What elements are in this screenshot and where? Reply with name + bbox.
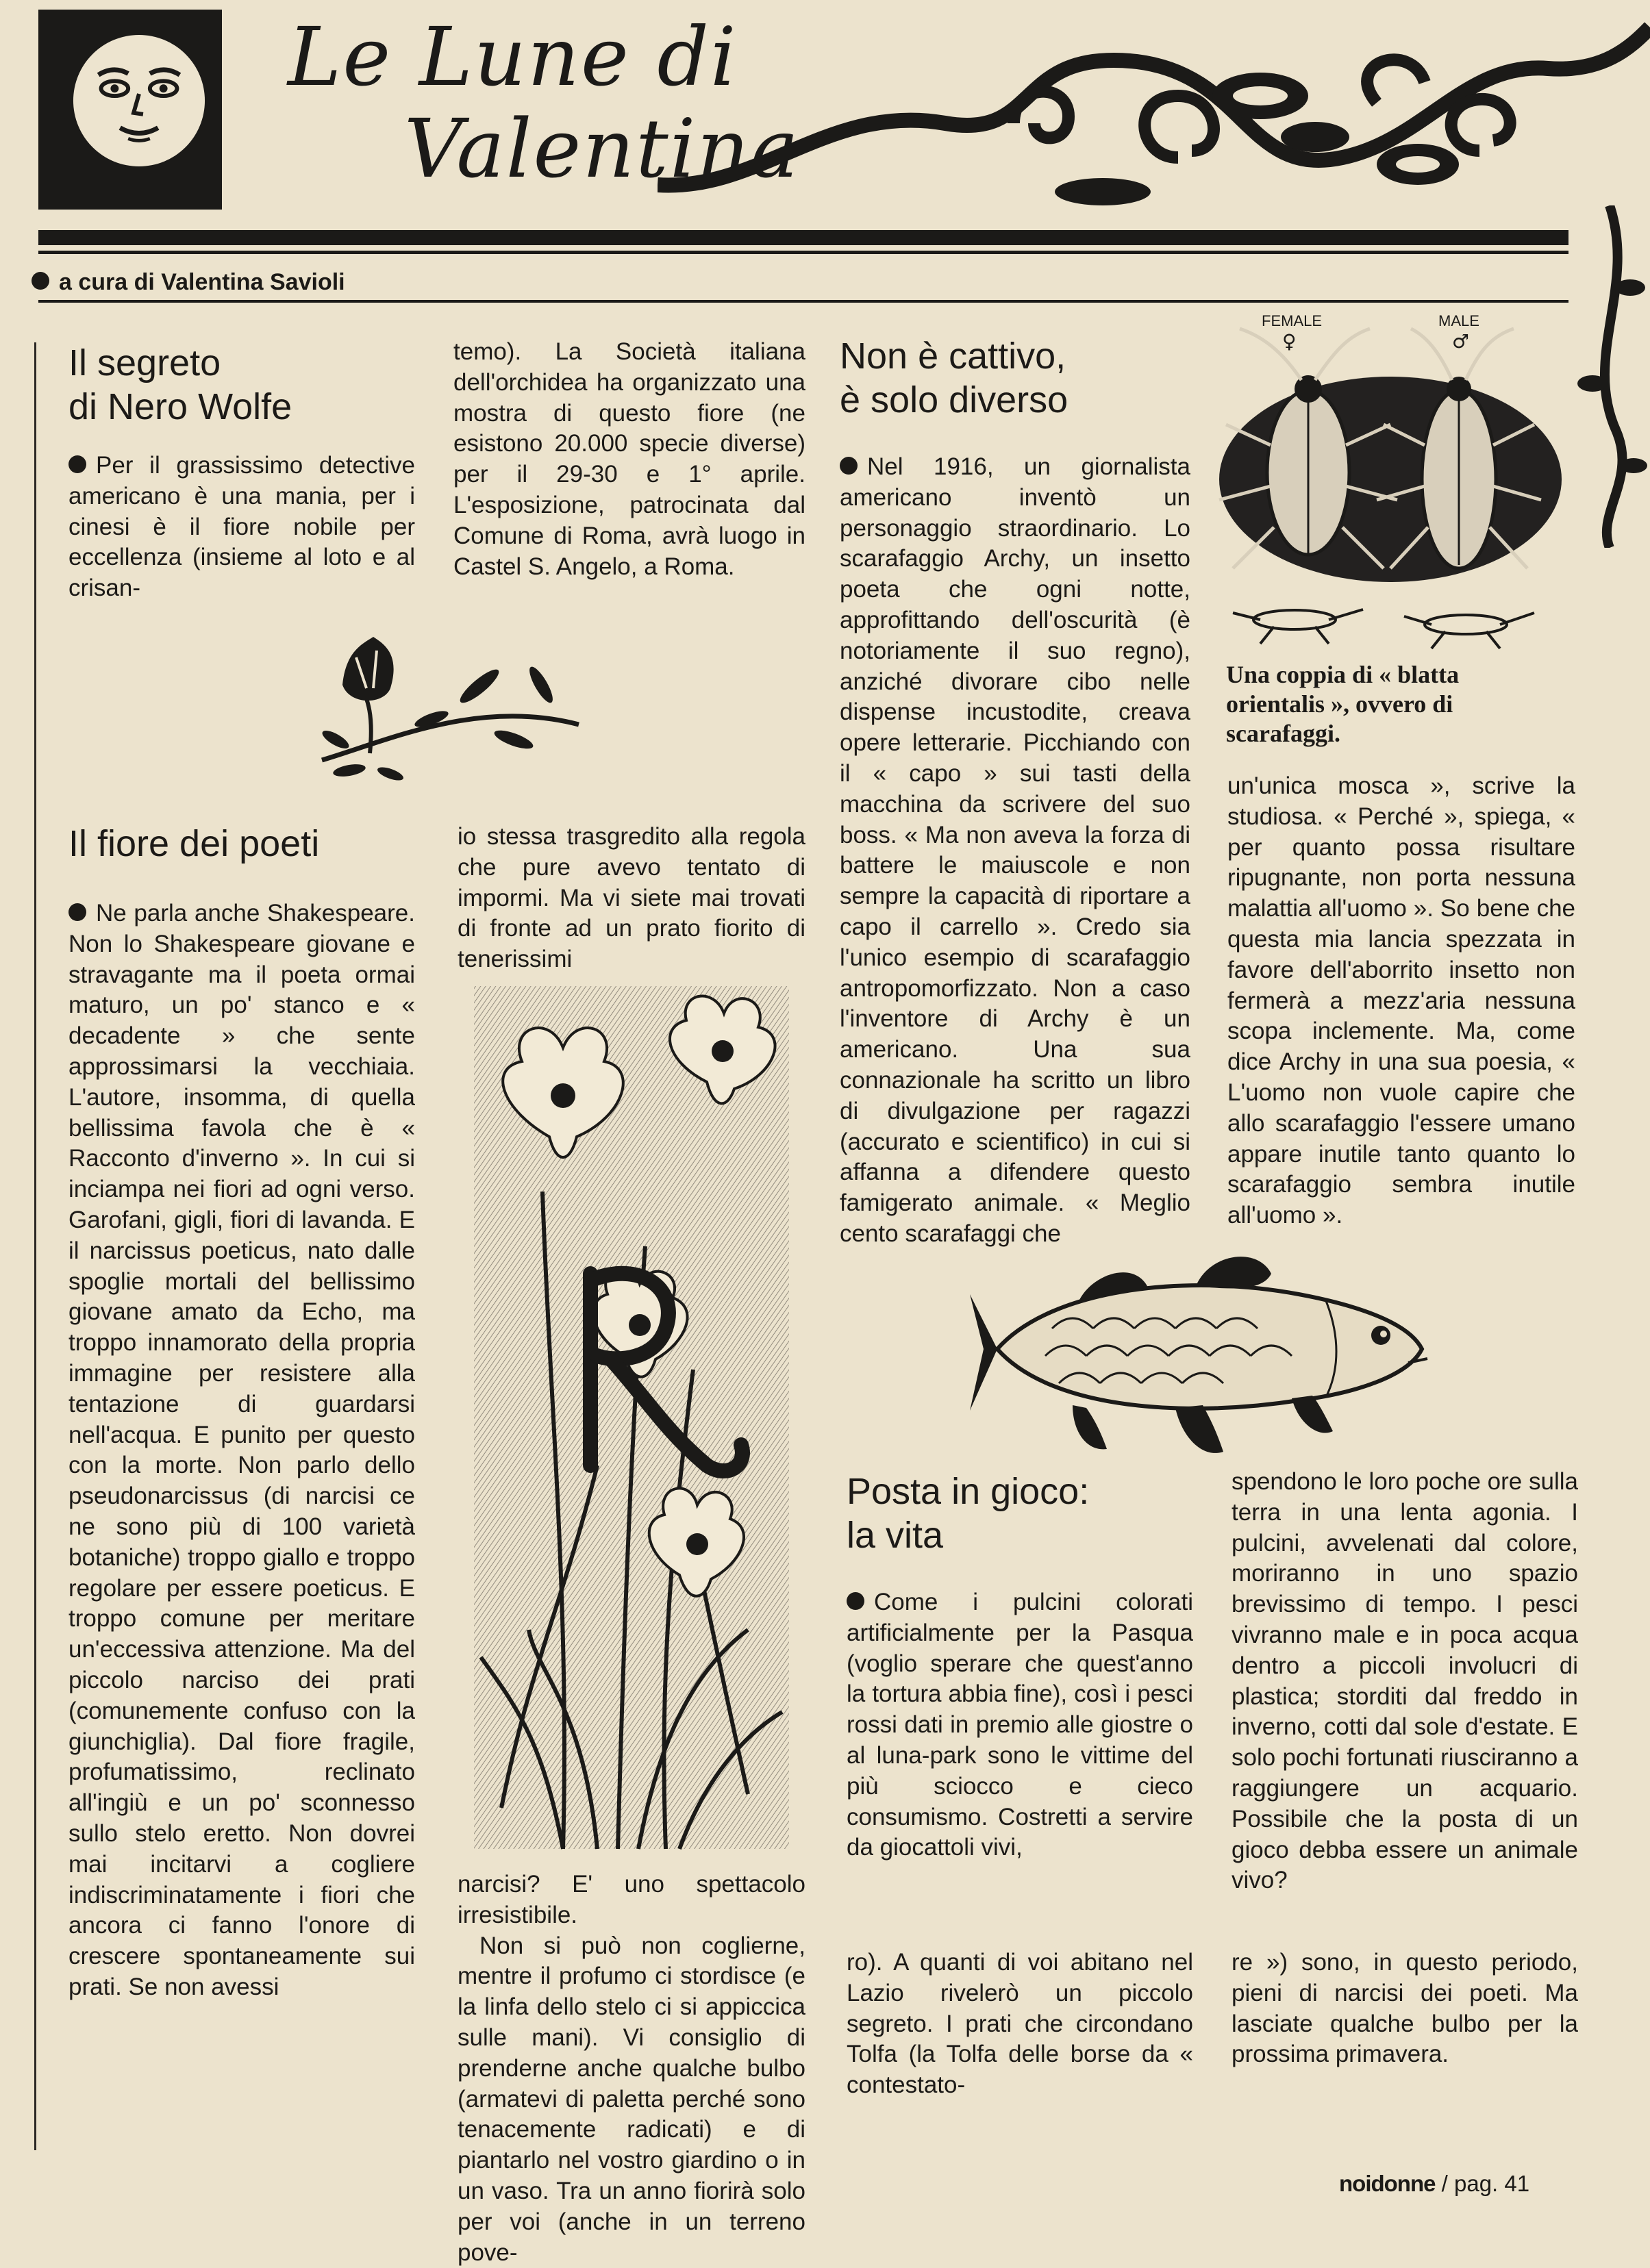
bullet-icon bbox=[847, 1592, 864, 1610]
footer-separator: / bbox=[1441, 2171, 1448, 2196]
article4-column3 bbox=[847, 1587, 1193, 1863]
article2-column2-top bbox=[458, 822, 805, 975]
bullet-icon bbox=[840, 457, 858, 475]
page-footer bbox=[1339, 2171, 1529, 2197]
masthead-title-line1: Le Lune di bbox=[288, 10, 738, 104]
article2-col2-p1: narcisi? E' uno spettacolo irresistibile. bbox=[458, 1871, 805, 1928]
masthead-title-line2: Valentina bbox=[404, 101, 800, 196]
article1-headline bbox=[68, 341, 292, 429]
tulip-sprig-illustration bbox=[308, 637, 582, 781]
article3-headline bbox=[840, 334, 1068, 422]
cockroach-pair-illustration bbox=[1205, 308, 1562, 657]
female-symbol-icon: ♀ bbox=[1282, 330, 1297, 353]
moon-face-icon bbox=[71, 33, 207, 168]
credit-rule bbox=[38, 300, 1568, 303]
article4-headline-line1: Posta in gioco: bbox=[847, 1471, 1090, 1512]
vine-border-icon bbox=[1568, 205, 1650, 548]
article1-column2 bbox=[453, 337, 805, 582]
author-credit bbox=[32, 269, 345, 296]
article2-col2-top-text: io stessa trasgredito alla regola che pure avevo tentato di impormi. Ma vi siete mai trovati di fronte ad un prato fiorito di tenerissimi bbox=[458, 823, 805, 973]
article3-col3-text: Nel 1916, un giornalista americano inventò un personaggio straordinario. Lo scarafaggio Archy, un insetto poeta che ogni notte, approfittando dell'oscurità (è notoriamente il suo regno), anziché divorare cibo nelle dispense incustodite, creava opere letterarie. Picchiando con il « capo » sui tasti della macchina da scrivere del suo boss. « Ma non aveva la forza di battere le maiuscole e non sempre la capacità di riportare a capo il carrello ». Credo sia l'unico esempio di scarafaggio antropomorfizzato. Non a caso l'inventore di Archy è un americano. Una sua connazionale ha scritto un libro di divulgazione per ragazzi (accurato e scientifico) in cui si affanna a difendere questo famigerato animale. « Meglio cento scarafaggi che bbox=[840, 453, 1190, 1247]
article3-headline-line1: Non è cattivo, bbox=[840, 336, 1066, 377]
bullet-icon bbox=[68, 903, 86, 921]
article2-col4-text: re ») sono, in questo periodo, pieni di narcisi dei poeti. Ma lasciate qualche bulbo per la prossima primavera. bbox=[1232, 1949, 1578, 2068]
article1-col1-text: Per il grassissimo detective americano è una mania, per i cinesi è il fiore nobile per eccellenza (insieme al loto e al crisan- bbox=[68, 452, 415, 602]
article1-column1 bbox=[68, 451, 415, 604]
page-number: pag. 41 bbox=[1453, 2171, 1530, 2196]
narcissus-engraving-illustration bbox=[460, 986, 803, 1863]
article2-col3-text: ro). A quanti di voi abitano nel Lazio rivelerò un piccolo segreto. I prati che circondano Tolfa (la Tolfa delle borse da « contestato- bbox=[847, 1949, 1193, 2099]
header-rule-thin bbox=[38, 251, 1568, 254]
article4-headline-line2: la vita bbox=[847, 1515, 944, 1556]
article4-headline bbox=[847, 1470, 1089, 1557]
article2-column4-bottom bbox=[1232, 1948, 1578, 2070]
article1-headline-line1: Il segreto bbox=[68, 342, 221, 383]
article2-col1-text: Ne parla anche Shakespeare. Non lo Shakespeare giovane e stravagante ma il poeta ormai maturo, un po' stanco e « decadente » che sente approssimarsi la vecchiaia. L'autore, insomma, di quella bellissima favola che è « Racconto d'inverno ». In cui si inciampa nei fiori ad ogni verso. Garofani, gigli, fiori di lavanda. E il narcissus poeticus, nato dalle spoglie mortali del bellissimo giovane amato da Echo, ma troppo innamorato della propria immagine per resistere alla tentazione di guardarsi nell'acqua. E punito per questo con la morte. Non parlo dello pseudonarcissus (di narcisi ce ne sono più di 100 varietà botaniche) troppo giallo e troppo regolare per essere poeticus. E troppo comune per meritare un'eccessiva attenzione. Ma del piccolo narciso dei prati (comunemente confuso con la giunchiglia). Dal fiore fragile, profumatissimo, reclinato all'ingiù e un po' sconnesso sullo stelo eretto. Non dovrei mai incitarvi a cogliere indiscriminatamente i fiori che ancora ci fanno l'onore di crescere spontaneamente sui prati. Se non avessi bbox=[68, 900, 415, 2000]
male-symbol-icon: ♂ bbox=[1452, 330, 1470, 353]
article3-column3 bbox=[840, 452, 1190, 1250]
article2-column3-bottom bbox=[847, 1948, 1193, 2101]
article4-col4-text: spendono le loro poche ore sulla terra in una lenta agonia. I pulcini, avvelenati dal colore, moriranno in uno spazio brevissimo di tempo. I pesci vivranno male e in poca acqua dentro a piccoli involucri di plastica; storditi dal freddo in inverno, cotti dal sole d'estate. E solo pochi fortunati riusciranno a raggiungere un acquario. Possibile che la posta di un gioco debba essere un animale vivo? bbox=[1232, 1468, 1578, 1894]
magazine-name: noidonne bbox=[1339, 2171, 1436, 2196]
author-credit-text: a cura di Valentina Savioli bbox=[59, 269, 345, 295]
header-rule-thick bbox=[38, 230, 1568, 245]
bullet-icon bbox=[32, 272, 49, 290]
article3-column4 bbox=[1227, 771, 1575, 1231]
article2-headline: Il fiore dei poeti bbox=[68, 823, 320, 864]
article4-col3-text: Come i pulcini colorati artificialmente per la Pasqua (voglio sperare che quest'anno la tortura abbia fine), così i pesci rossi dati in premio alle giostre o al luna-park sono le vittime del più sciocco e cieco consumismo. Costretti a servire da giocattoli vivi, bbox=[847, 1589, 1193, 1861]
bullet-icon bbox=[68, 455, 86, 473]
article1-headline-line2: di Nero Wolfe bbox=[68, 386, 292, 427]
article4-column4 bbox=[1232, 1467, 1578, 1896]
article3-col4-text: un'unica mosca », scrive la studiosa. « Perché », spiega, « per quanto possa risultare ripugnante, non porta nessuna malattia all'uomo ». So bene che questa mia lancia spezzata in favore dell'aborrito insetto non fermerà a mezz'aria nessuna scopa inclemente. Ma, come dice Archy in una sua poesia, « L'uomo non vuole capire che allo scarafaggio l'essere umano appare inutile tanto quanto lo scarafaggio sembra inutile all'uomo ». bbox=[1227, 772, 1575, 1229]
article1-col2-text: temo). La Società italiana dell'orchidea ha organizzato una mostra di questo fiore (ne esistono 20.000 specie diverse) per il 29-30 e 1° aprile. L'esposizione, patrocinata dal Comune di Roma, avrà luogo in Castel S. Angelo, a Roma. bbox=[453, 338, 805, 580]
goldfish-illustration bbox=[970, 1246, 1430, 1465]
swirl-ornament-icon bbox=[658, 21, 1650, 226]
article3-headline-line2: è solo diverso bbox=[840, 379, 1068, 420]
left-margin-rule bbox=[34, 342, 36, 2150]
article2-col2-p2: Non si può non coglierne, mentre il profumo ci stordisce (e la linfa dello stelo ci si appiccica sulle mani). Vi consiglio di prenderne anche qualche bulbo (armatevi di paletta perché sono tenacemente radicati) e di piantarlo nel vostro giardino o in un vaso. Tra un anno fiorirà solo per voi (anche in un terreno pove- bbox=[458, 1932, 805, 2266]
label-male: MALE bbox=[1438, 312, 1479, 329]
label-female: FEMALE bbox=[1262, 312, 1323, 329]
article2-column1 bbox=[68, 898, 415, 2003]
cockroach-caption: Una coppia di « blatta orientalis », ovvero di scarafaggi. bbox=[1226, 661, 1460, 747]
